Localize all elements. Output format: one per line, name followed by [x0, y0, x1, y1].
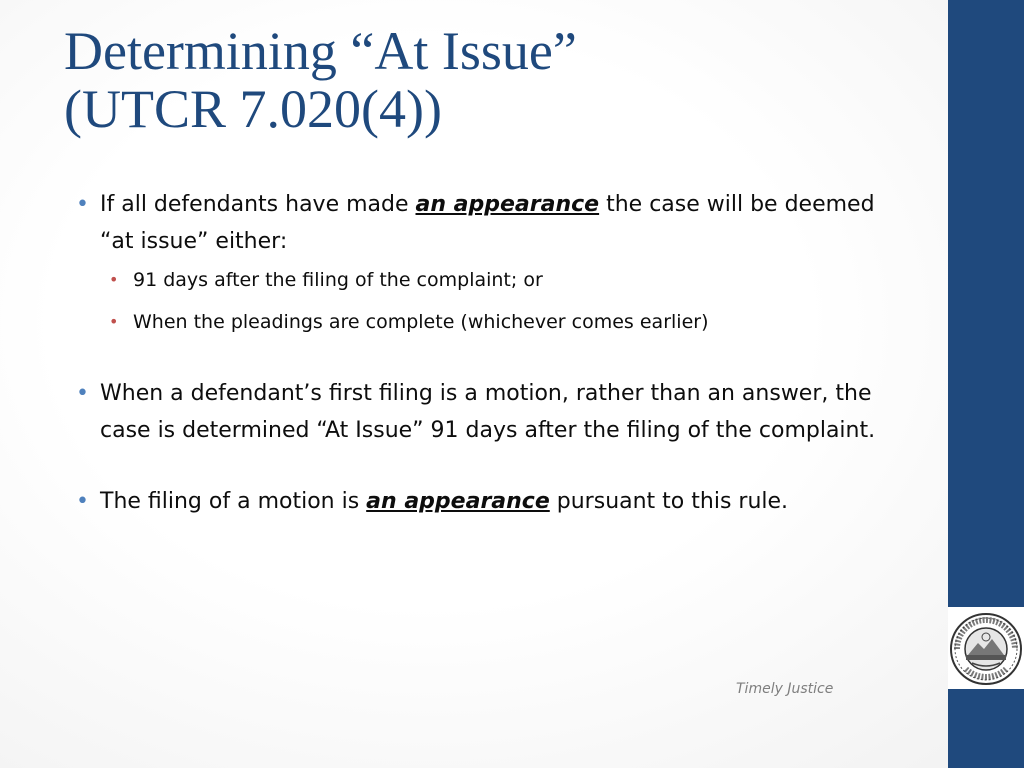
sub-bullet-text: When the pleadings are complete (whichever comes earlier)	[133, 311, 709, 333]
bullet-appearance-rule	[76, 186, 876, 260]
bullet-icon: •	[76, 192, 89, 217]
sub-bullet-icon: •	[109, 312, 119, 331]
bullet-motion-first-filing	[76, 375, 876, 449]
bullet-text-post: pursuant to this rule.	[549, 489, 789, 514]
sub-bullet-91-days	[76, 265, 876, 295]
bullet-icon: •	[76, 489, 89, 514]
court-seal-icon	[948, 611, 1024, 687]
title-line-1: Determining “At Issue”	[64, 21, 577, 81]
emphasis-text: an appearance	[366, 489, 550, 514]
bullet-text: When a defendant’s first filing is a motion, rather than an answer, the case is determined “At Issue” 91 days after the filing of the complaint.	[100, 381, 876, 443]
court-seal-panel	[948, 607, 1024, 689]
title-line-2: (UTCR 7.020(4))	[64, 79, 442, 139]
emphasis-text: an appearance	[415, 192, 600, 217]
sub-bullet-icon: •	[109, 270, 119, 289]
footer-text: Timely Justice	[736, 681, 834, 697]
sub-bullet-pleadings	[76, 307, 876, 337]
bullet-text-pre: If all defendants have made	[100, 192, 416, 217]
slide-body	[76, 186, 876, 520]
sub-bullet-text: 91 days after the filing of the complaint; or	[133, 269, 543, 291]
bullet-text-post: the case will be deemed “at issue” either:	[100, 192, 875, 254]
slide-title	[64, 22, 924, 138]
bullet-icon: •	[76, 381, 89, 406]
bullet-motion-appearance	[76, 483, 876, 520]
bullet-text-pre: The filing of a motion is	[100, 489, 367, 514]
